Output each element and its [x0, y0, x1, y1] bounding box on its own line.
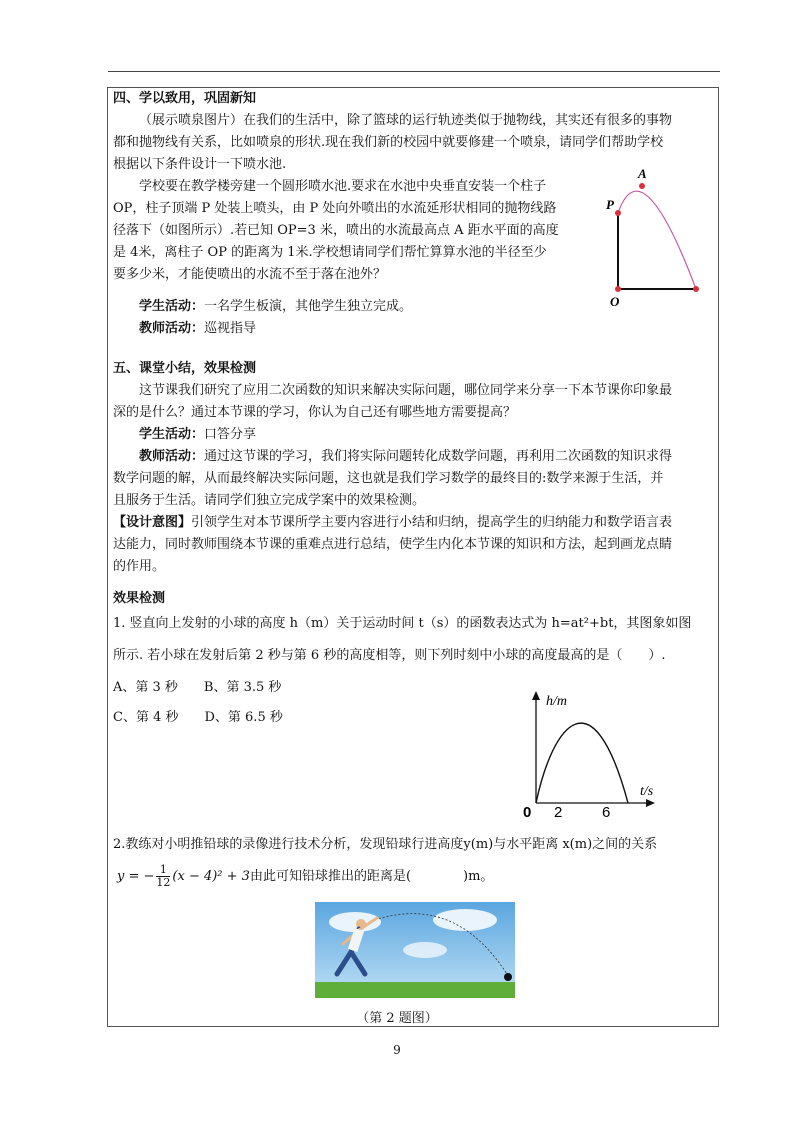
point-a-label: A	[638, 166, 647, 181]
shot-ball	[504, 973, 512, 981]
section5-student-activity	[113, 424, 713, 446]
origin-label: 0	[523, 804, 532, 818]
design-intent	[113, 512, 713, 534]
x-axis-label: t/s	[640, 784, 654, 799]
landing-point-marker	[693, 286, 699, 292]
fountain-parabola	[618, 191, 696, 289]
section5-teacher-activity	[113, 446, 713, 468]
section5-intro-line: 这节课我们研究了应用二次函数的知识来解决实际问题，哪位同学来分享一下本节课你印象最	[139, 383, 673, 398]
section4-title: 四、学以致用，巩固新知	[113, 91, 257, 106]
formula-rest: (x − 4)² + 3	[172, 869, 250, 884]
q2-question-text: 由此可知铅球推出的距离是( )m。	[249, 869, 494, 884]
design-intent-line: 的作用。	[113, 559, 166, 574]
y-axis-arrow	[532, 691, 540, 700]
section5-teacher-line: 数学问题的解，从而最终解决实际问题，这也就是我们学习数学的最终目的:数学来源于生活，并	[113, 471, 664, 486]
teacher-activity-text: 通过这节课的学习，我们将实际问题转化成数学问题，再利用二次函数的知识求得	[204, 449, 673, 464]
shot-put-illustration	[315, 902, 515, 998]
section5-intro-line: 深的是什么？通过本节课的学习，你认为自己还有哪些地方需要提高？	[113, 405, 517, 420]
tick-label: 6	[602, 804, 611, 818]
q1-line: 1. 竖直向上发射的小球的高度 h（m）关于运动时间 t（s）的函数表达式为 h=at²+bt，其图象如图	[113, 616, 692, 631]
fraction-numerator: 1	[156, 864, 170, 877]
grass	[315, 982, 515, 998]
section4-intro-line: 都和抛物线有关系，比如喷泉的形状.现在我们新的校园中就要修建一个喷泉，请同学们帮助学校	[113, 135, 664, 150]
section5-teacher-line: 且服务于生活。请同学们独立完成学案中的效果检测。	[113, 493, 426, 508]
cloud	[433, 909, 497, 931]
student-activity-text: 口答分享	[204, 427, 257, 442]
fountain-figure	[598, 165, 708, 310]
q1-graph	[508, 683, 668, 818]
design-intent-text: 引领学生对本节课所学主要内容进行小结和归纳，提高学生的归纳能力和数学语言表	[191, 515, 673, 530]
fraction-denominator: 12	[156, 876, 171, 889]
teacher-activity-label: 教师活动：	[139, 321, 205, 336]
q2-line: 2.教练对小明推铅球的录像进行技术分析，发现铅球行进高度y(m)与水平距离 x(m)之间的关系	[113, 837, 658, 852]
cloud	[403, 942, 447, 958]
point-p-marker	[615, 210, 621, 216]
design-intent-line: 达能力，同时教师围绕本节课的重难点进行总结，使学生内化本节课的知识和方法，起到画龙点睛	[113, 537, 673, 552]
section4-problem-line: 是 4米，离柱子 OP 的距离为 1米.学校想请同学们帮忙算算水池的半径至少	[113, 245, 547, 260]
teacher-activity-text: 巡视指导	[204, 321, 257, 336]
tick-label: 2	[554, 804, 563, 818]
q1-options-row: A、第 3 秒 B、第 3.5 秒	[113, 680, 282, 695]
section4-problem-line: OP，柱子顶端 P 处装上喷头，由 P 处向外喷出的水流延形状相同的抛物线路	[113, 201, 557, 216]
q2-caption: （第 2 题图）	[356, 1011, 438, 1026]
teacher-activity-label: 教师活动：	[139, 449, 205, 464]
student-activity-label: 学生活动：	[139, 299, 205, 314]
point-a-marker	[639, 183, 645, 189]
point-o-marker	[615, 286, 621, 292]
formula-fraction	[156, 864, 170, 889]
q2-formula-line	[117, 864, 717, 890]
section4-teacher-activity	[113, 318, 713, 340]
formula-lhs: y = −	[117, 869, 155, 884]
section4-problem-line: 要多少米，才能使喷出的水流不至于落在池外？	[113, 267, 387, 282]
page-number: 9	[393, 1043, 401, 1057]
section4-student-activity	[113, 296, 713, 318]
section4-problem-line: 学校要在教学楼旁建一个圆形喷水池.要求在水池中央垂直安装一个柱子	[139, 179, 547, 194]
q1-line: 所示. 若小球在发射后第 2 秒与第 6 秒的高度相等，则下列时刻中小球的高度最高的是（ ）.	[113, 648, 666, 663]
y-axis-label: h/m	[546, 694, 567, 709]
section4-intro-line: （展示喷泉图片）在我们的生活中，除了篮球的运行轨迹类似于抛物线，其实还有很多的事物	[139, 113, 673, 128]
check-title: 效果检测	[113, 591, 166, 606]
student-activity-label: 学生活动：	[139, 427, 205, 442]
point-o-label: O	[610, 294, 620, 309]
x-axis-arrow	[646, 799, 655, 807]
section4-problem-line: 径落下（如图所示）.若已知 OP=3 米，喷出的水流最高点 A 距水平面的高度	[113, 223, 559, 238]
point-p-label: P	[606, 197, 614, 212]
section4-intro-line: 根据以下条件设计一下喷水池.	[113, 157, 287, 172]
header-rule	[108, 71, 720, 72]
section5-title: 五、课堂小结，效果检测	[113, 361, 257, 376]
height-curve	[536, 723, 628, 803]
design-intent-label: 【设计意图】	[113, 515, 192, 530]
q1-options-row: C、第 4 秒 D、第 6.5 秒	[113, 710, 283, 725]
student-activity-text: 一名学生板演，其他学生独立完成。	[204, 299, 413, 314]
